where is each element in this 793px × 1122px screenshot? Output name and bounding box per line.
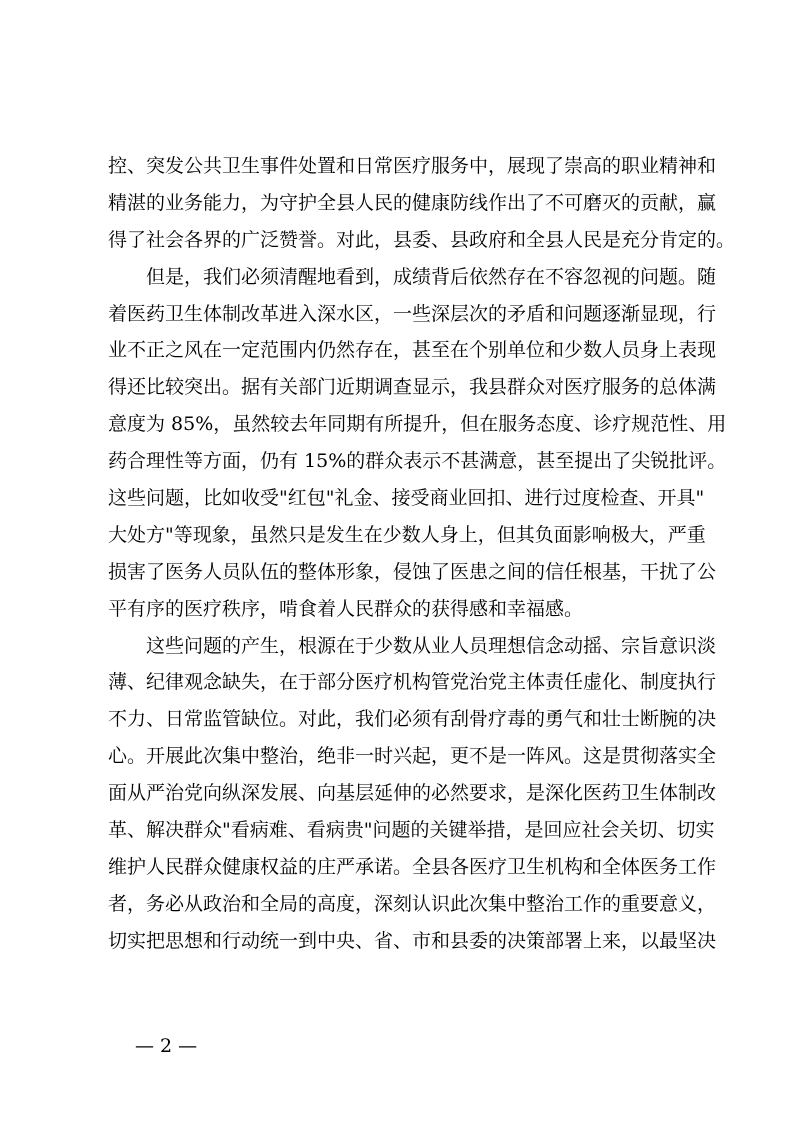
text-line: 者，务必从政治和全局的高度，深刻认识此次集中整治工作的重要意义，: [108, 892, 717, 915]
text-line: 维护人民群众健康权益的庄严承诺。全县各医疗卫生机构和全体医务工作: [108, 855, 717, 878]
text-line: 损害了医务人员队伍的整体形象，侵蚀了医患之间的信任根基，干扰了公: [108, 560, 717, 583]
text-line: 切实把思想和行动统一到中央、省、市和县委的决策部署上来，以最坚决: [108, 929, 717, 952]
text-line: 业不正之风在一定范围内仍然存在，甚至在个别单位和少数人员身上表现: [108, 339, 717, 362]
text-line: 平有序的医疗秩序，啃食着人民群众的获得感和幸福感。: [108, 597, 584, 620]
text-line: 得还比较突出。据有关部门近期调查显示，我县群众对医疗服务的总体满: [108, 376, 717, 399]
page-number: — 2 —: [135, 1035, 198, 1057]
text-line: 不力、日常监管缺位。对此，我们必须有刮骨疗毒的勇气和壮士断腕的决: [108, 708, 717, 731]
text-line: 大处方"等现象，虽然只是发生在少数人身上，但其负面影响极大，严重: [108, 523, 706, 546]
body-text: [108, 148, 736, 960]
text-line: 意度为 85%，虽然较去年同期有所提升，但在服务态度、诊疗规范性、用: [108, 413, 727, 436]
text-line: 这些问题的产生，根源在于少数从业人员理想信念动摇、宗旨意识淡: [146, 634, 717, 657]
text-line: 药合理性等方面，仍有 15%的群众表示不甚满意，甚至提出了尖锐批评。: [108, 450, 727, 473]
text-line: 面从严治党向纵深发展、向基层延伸的必然要求，是深化医药卫生体制改: [108, 782, 717, 805]
text-line: 着医药卫生体制改革进入深水区，一些深层次的矛盾和问题逐渐显现，行: [108, 302, 717, 325]
text-line: 心。开展此次集中整治，绝非一时兴起，更不是一阵风。这是贯彻落实全: [108, 745, 717, 768]
text-line: 这些问题，比如收受"红包"礼金、接受商业回扣、进行过度检查、开具": [108, 487, 705, 510]
text-line: 但是，我们必须清醒地看到，成绩背后依然存在不容忽视的问题。随: [146, 265, 717, 288]
text-line: 得了社会各界的广泛赞誉。对此，县委、县政府和全县人民是充分肯定的。: [108, 228, 736, 251]
text-line: 薄、纪律观念缺失，在于部分医疗机构管党治党主体责任虚化、制度执行: [108, 671, 717, 694]
text-line: 精湛的业务能力，为守护全县人民的健康防线作出了不可磨灭的贡献，赢: [108, 191, 717, 214]
text-line: 革、解决群众"看病难、看病贵"问题的关键举措，是回应社会关切、切实: [108, 819, 715, 842]
text-line: 控、突发公共卫生事件处置和日常医疗服务中，展现了崇高的职业精神和: [108, 155, 717, 177]
